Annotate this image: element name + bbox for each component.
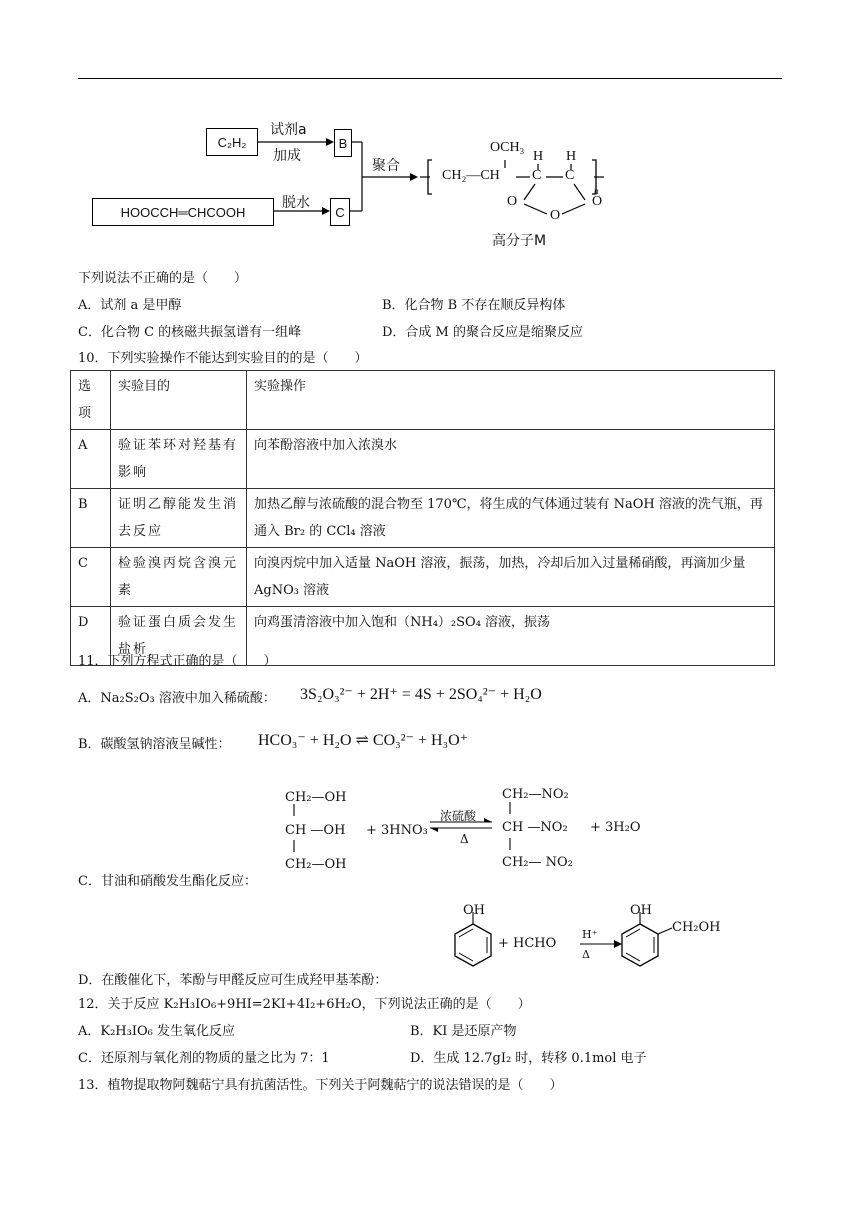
row-d-aim: 验证蛋白质会发生盐析 <box>111 607 247 666</box>
table-row <box>71 489 775 548</box>
nitro-line-3: CH₂— NO₂ <box>502 855 573 870</box>
compound-b-box <box>334 129 352 157</box>
header-aim: 实验目的 <box>111 371 247 430</box>
phenol-oh-right: OH <box>630 903 652 918</box>
addition-label: 加成 <box>273 148 301 164</box>
q12-option-c: C．还原剂与氧化剂的物质的量之比为 7：1 <box>78 1051 330 1066</box>
q11-option-d-label: D．在酸催化下，苯酚与甲醛反应可生成羟甲基苯酚： <box>78 973 388 988</box>
c2-label: C <box>565 168 575 183</box>
polymer-chain-label: CH₂—CH <box>442 168 500 183</box>
q12-option-a: A．K₂H₃IO₆ 发生氧化反应 <box>78 1024 235 1039</box>
och3-label: OCH₃ <box>490 140 525 155</box>
b-label: B <box>338 135 348 151</box>
row-c-option: C <box>71 548 111 607</box>
h2-label: H <box>566 149 577 164</box>
h1-label: H <box>533 149 544 164</box>
c-label: C <box>335 204 345 220</box>
q11-option-b-label: B．碳酸氢钠溶液呈碱性： <box>78 737 231 752</box>
row-a-operation: 向苯酚溶液中加入浓溴水 <box>247 430 775 489</box>
q9-option-d: D．合成 M 的聚合反应是缩聚反应 <box>382 325 583 340</box>
table-row <box>71 548 775 607</box>
polymerize-label: 聚合 <box>372 158 400 174</box>
carbonyl-o-left: O <box>507 194 518 209</box>
acid-label: HOOCCH═CHCOOH <box>120 204 246 220</box>
experiment-table <box>70 370 775 666</box>
q9-option-c: C．化合物 C 的核磁共振氢谱有一组峰 <box>78 325 302 340</box>
phenol-oh-left: OH <box>463 903 485 918</box>
row-d-option: D <box>71 607 111 666</box>
q11-option-b-equation: HCO₃⁻ + H₂O ⇌ CO₃²⁻ + H₃O⁺ <box>258 732 469 749</box>
row-b-operation: 加热乙醇与浓硫酸的混合物至 170℃，将生成的气体通过装有 NaOH 溶液的洗气瓶，再通入 Br₂ 的 CCl₄ 溶液 <box>247 489 775 548</box>
row-a-option: A <box>71 430 111 489</box>
q13-stem: 13．植物提取物阿魏萜宁具有抗菌活性。下列关于阿魏萜宁的说法错误的是（ ） <box>78 1078 563 1093</box>
row-b-aim: 证明乙醇能发生消去反应 <box>111 489 247 548</box>
q10-stem: 10．下列实验操作不能达到实验目的的是（ ） <box>78 351 368 366</box>
table-row <box>71 430 775 489</box>
hcho-reagent: + HCHO <box>498 936 557 951</box>
c2h2-label: C₂H₂ <box>217 134 247 150</box>
q12-option-d: D．生成 12.7gI₂ 时，转移 0.1mol 电子 <box>410 1051 647 1066</box>
hno3-reagent: + 3HNO₃ <box>366 823 428 838</box>
reagent-a-label: 试剂a <box>270 122 307 138</box>
glycerol-line-3: CH₂—OH <box>285 857 347 872</box>
header-option: 选项 <box>71 371 111 430</box>
q9-stem: 下列说法不正确的是（ ） <box>78 271 248 286</box>
header-operation: 实验操作 <box>247 371 775 430</box>
glycerol-line-2: CH —OH <box>285 823 346 838</box>
nitro-line-1: CH₂—NO₂ <box>502 787 569 802</box>
q11-option-c-label: C．甘油和硝酸发生酯化反应： <box>78 874 257 889</box>
reactant-acid-box <box>92 198 274 226</box>
n-subscript: n <box>594 186 599 196</box>
conc-h2so4-label: 浓硫酸 <box>440 809 477 823</box>
water-product: + 3H₂O <box>590 820 641 835</box>
reactant-c2h2-box <box>206 128 258 156</box>
compound-c-box <box>330 198 350 226</box>
row-a-aim: 验证苯环对羟基有影响 <box>111 430 247 489</box>
ring-o-label: O <box>550 208 561 223</box>
q11-stem: 11．下列方程式正确的是（ ） <box>78 654 277 669</box>
carbonyl-o-right: O <box>592 194 603 209</box>
q9-option-b: B．化合物 B 不存在顺反异构体 <box>382 298 566 313</box>
heat-label-2: Δ <box>582 948 590 961</box>
glycerol-line-1: CH₂—OH <box>285 790 347 805</box>
dehydrate-label: 脱水 <box>282 195 310 211</box>
q12-option-b: B．KI 是还原产物 <box>410 1024 517 1039</box>
q11-option-a-equation: 3S₂O₃²⁻ + 2H⁺ = 4S + 2SO₄²⁻ + H₂O <box>300 686 542 703</box>
polymer-m-label: 高分子M <box>492 233 547 249</box>
q11-option-a-label: A．Na₂S₂O₃ 溶液中加入稀硫酸： <box>78 691 276 706</box>
acid-catalyst-label: H⁺ <box>582 928 598 941</box>
row-d-operation: 向鸡蛋清溶液中加入饱和（NH₄）₂SO₄ 溶液，振荡 <box>247 607 775 666</box>
row-c-aim: 检验溴丙烷含溴元素 <box>111 548 247 607</box>
heat-label: Δ <box>460 832 469 846</box>
table-header-row <box>71 371 775 430</box>
nitro-line-2: CH —NO₂ <box>502 820 568 835</box>
row-c-operation: 向溴丙烷中加入适量 NaOH 溶液，振荡，加热，冷却后加入过量稀硝酸，再滴加少量 AgNO₃ 溶液 <box>247 548 775 607</box>
q9-option-a: A．试剂 a 是甲醇 <box>78 298 182 313</box>
ch2oh-label: CH₂OH <box>672 920 721 935</box>
c1-label: C <box>532 168 542 183</box>
row-b-option: B <box>71 489 111 548</box>
q12-stem: 12．关于反应 K₂H₃IO₆+9HI=2KI+4I₂+6H₂O，下列说法正确的是（ ） <box>78 997 531 1012</box>
